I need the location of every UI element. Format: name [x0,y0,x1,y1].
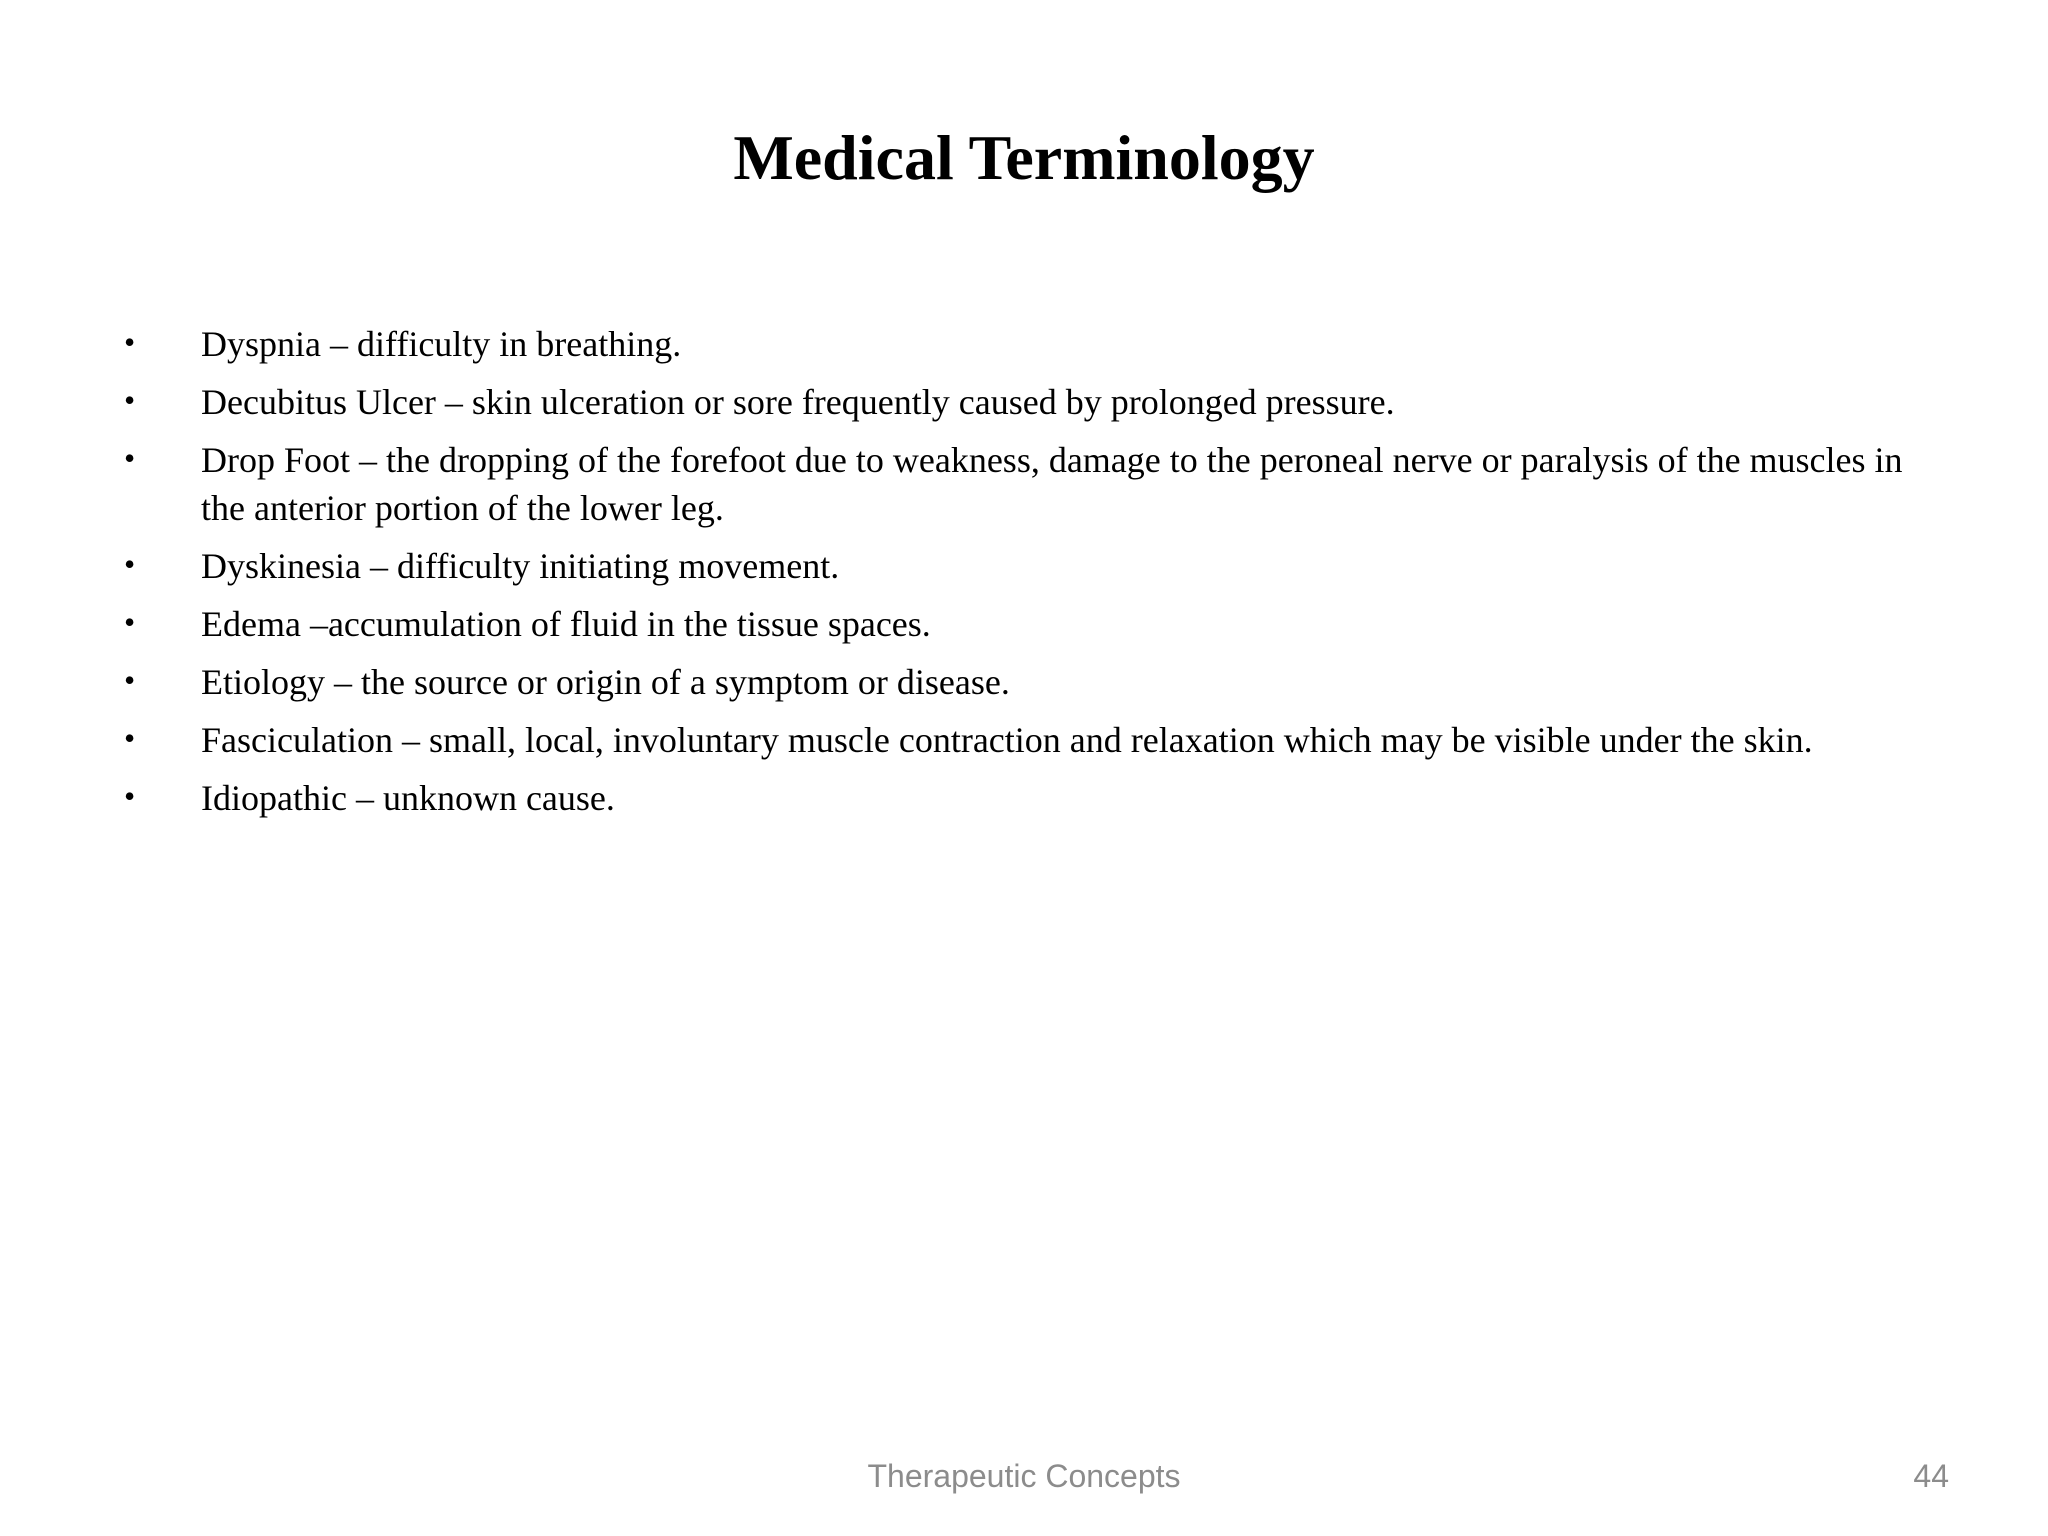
term-definition: Dyskinesia – difficulty initiating movement. [201,546,840,586]
bullet-icon: • [124,382,136,418]
terminology-list [124,320,1954,832]
term-definition: Idiopathic – unknown cause. [201,778,615,818]
term-definition: Fasciculation – small, local, involuntary muscle contraction and relaxation which may be visible under the skin. [201,720,1813,760]
list-item [124,716,1954,764]
bullet-icon: • [124,324,136,360]
footer-title: Therapeutic Concepts [867,1458,1181,1494]
list-item [124,774,1954,822]
bullet-icon: • [124,662,136,698]
list-item [124,378,1954,426]
bullet-icon: • [124,778,136,814]
list-item [124,436,1954,532]
list-item [124,658,1954,706]
bullet-icon: • [124,546,136,582]
bullet-icon: • [124,604,136,640]
bullet-icon: • [124,720,136,756]
list-item [124,320,1954,368]
term-definition: Dyspnia – difficulty in breathing. [201,324,682,364]
term-definition: Edema –accumulation of fluid in the tissue spaces. [201,604,931,644]
list-item [124,542,1954,590]
term-definition: Drop Foot – the dropping of the forefoot due to weakness, damage to the peroneal nerve or paralysis of the muscles in the anterior portion of the lower leg. [201,440,1903,528]
slide-title: Medical Terminology [733,122,1315,193]
bullet-icon: • [124,440,136,476]
term-definition: Decubitus Ulcer – skin ulceration or sore frequently caused by prolonged pressure. [201,382,1395,422]
list-item [124,600,1954,648]
term-definition: Etiology – the source or origin of a symptom or disease. [201,662,1010,702]
page-number: 44 [1913,1458,1949,1494]
